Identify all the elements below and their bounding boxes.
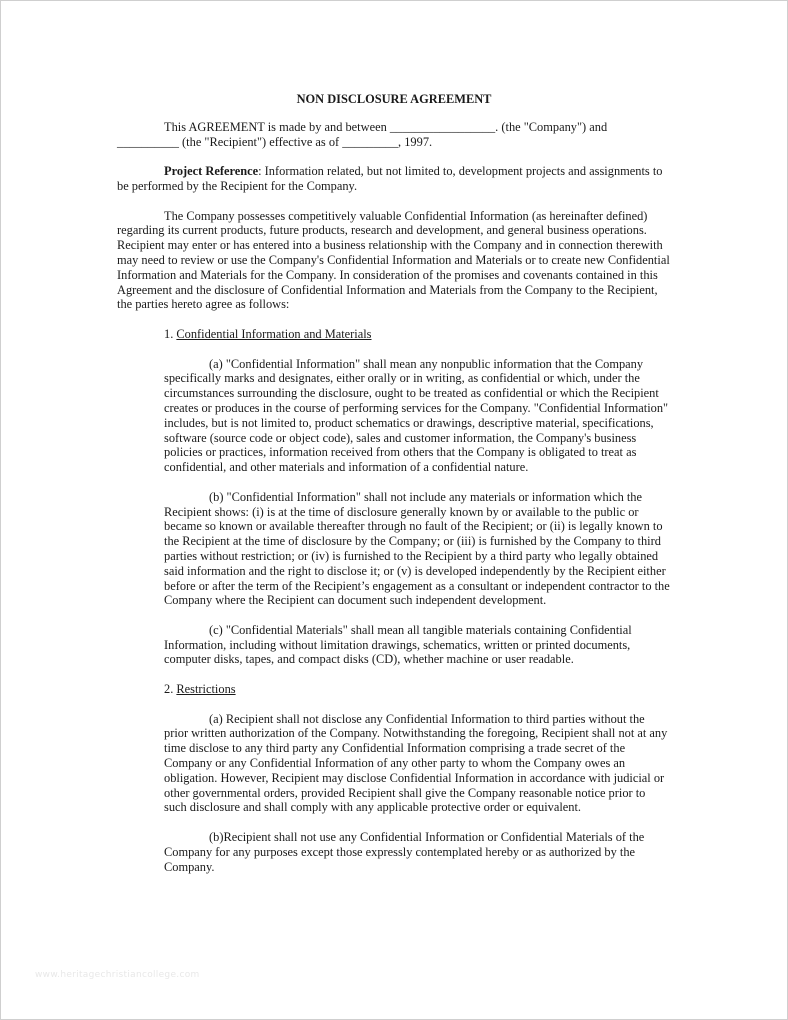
preamble-paragraph: The Company possesses competitively valuable Confidential Information (as hereinafter defined) regarding its current products, future products, research and development, and general business operations. Recipient may enter or has entered into a business relationship with the Company and in connection therewith may need to review or use the Company's Confidential Information and Materials or to create new Confidential Information and Materials for the Company. In consideration of the promises and covenants contained in this Agreement and the disclosure of Confidential Information and Materials from the Company to the Recipient, the parties hereto agree as follows: (117, 208, 670, 312)
watermark: www.heritagechristiancollege.com (35, 970, 200, 980)
project-reference-text: : Information related, but not limited to, development projects and assignments to be performed by the Recipient for the Company. (117, 164, 663, 193)
section-2a-paragraph: (a) Recipient shall not disclose any Confidential Information to third parties without the prior written authorization of the Company. Notwithstanding the foregoing, Recipient shall not at any time disclose to any third party any Confidential Information comprising a trade secret of the Company or any Confidential Information of any other party to whom the Company owes an obligation. However, Recipient may disclose Confidential Information in accordance with judicial or other governmental orders, provided Recipient shall give the Company reasonable notice prior to such disclosure and shall comply with any applicable protective order or equivalent. (164, 711, 668, 815)
section-1c-paragraph: (c) "Confidential Materials" shall mean all tangible materials containing Confidential Information, including without limitation drawings, schematics, written or printed documents, computer disks, tapes, and compact disks (CD), whether machine or user readable. (164, 622, 632, 667)
document-body (117, 92, 671, 889)
section-1-heading (117, 327, 671, 342)
document-title: NON DISCLOSURE AGREEMENT (296, 92, 492, 106)
section-1a-paragraph: (a) "Confidential Information" shall mean any nonpublic information that the Company specifically marks and designates, either orally or in writing, as confidential or which, under the circumstances surrounding the disclosure, ought to be treated as confidential or which the Recipient creates or produces in the course of performing services for the Company. "Confidential Information" includes, but is not limited to, product schematics or drawings, descriptive material, specifications, software (source code or object code), sales and customer information, the Company's business policies or practices, information received from others that the Company is obligated to treat as confidential, and other materials and information of a confidential nature. (164, 356, 669, 475)
intro-line-2: __________ (the "Recipient") effective as of _________, 1997. (117, 134, 433, 149)
section-1b-paragraph: (b) "Confidential Information" shall not include any materials or information which the Recipient shows: (i) is at the time of disclosure generally known by or available to the public or became so known or available thereafter through no fault of the Recipient; or (ii) is legally known to the Recipient at the time of disclosure by the Company; or (iii) is furnished by the Company to third parties without restriction; or (iv) is furnished to the Recipient by a third party who legally obtained said information and the right to disclose it; or (v) is developed independently by the Recipient either before or after the term of the Recipient’s engagement as a consultant or independent contractor to the Company where the Recipient can document such independent development. (164, 489, 670, 608)
project-reference-label: Project Reference (164, 164, 259, 179)
section-1-title: Confidential Information and Materials (176, 326, 372, 341)
section-2-title: Restrictions (176, 682, 236, 697)
section-2-number: 2. (164, 682, 177, 697)
section-2b-paragraph: (b)Recipient shall not use any Confidential Information or Confidential Materials of the Company for any purposes except those expressly contemplated hereby or as authorized by the Company. (164, 830, 645, 874)
section-1-number: 1. (164, 326, 177, 341)
intro-line-1: This AGREEMENT is made by and between _________________. (the "Company") and (164, 119, 608, 134)
intro-paragraph (117, 120, 671, 150)
project-reference-paragraph (117, 164, 671, 194)
section-2-heading (117, 682, 671, 697)
